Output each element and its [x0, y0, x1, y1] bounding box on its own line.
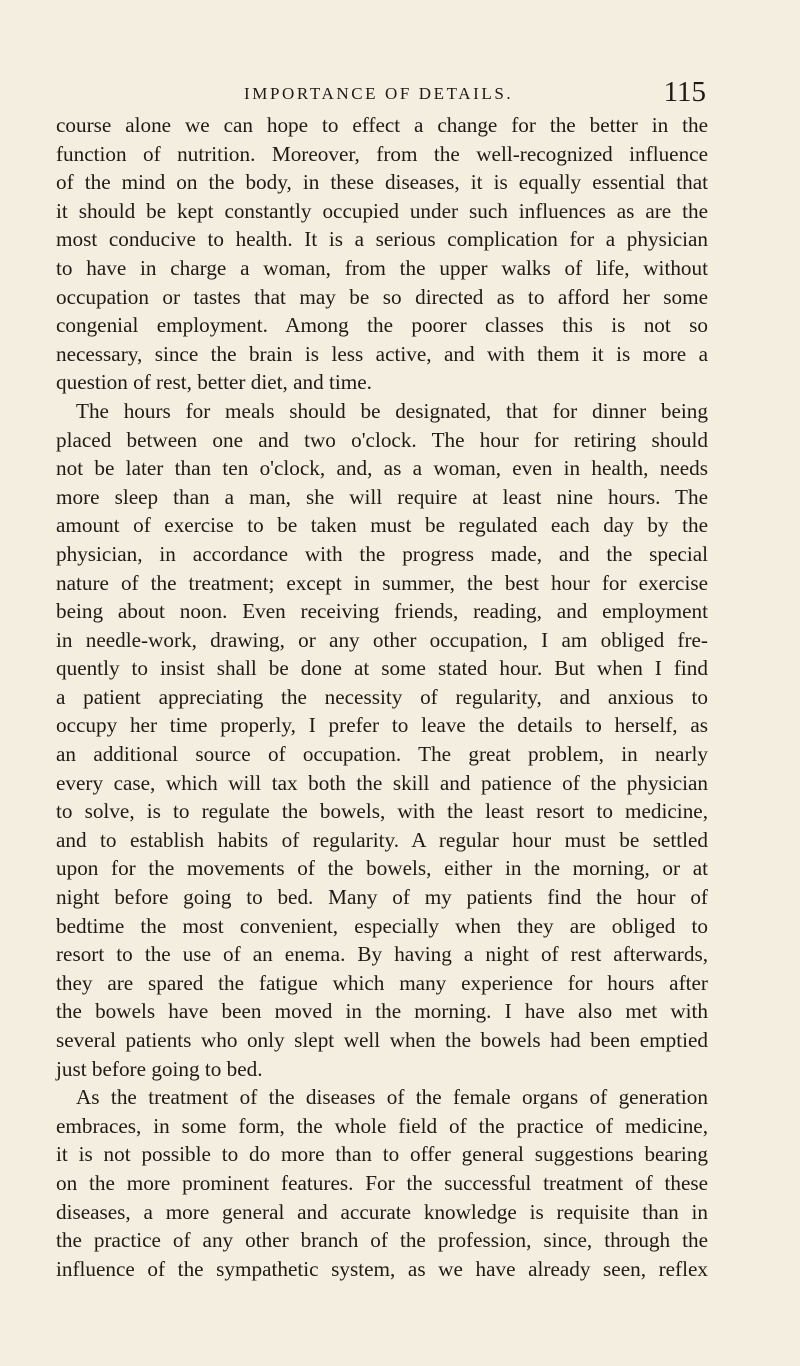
text-line: embraces, in some form, the whole field of the practice of medicine, — [56, 1113, 708, 1138]
text-line: occupy her time properly, I prefer to leave the details to herself, as — [56, 713, 708, 738]
text-line: course alone we can hope to effect a change for the better in the — [56, 113, 708, 137]
text-line: a patient appreciating the necessity of regularity, and anxious to — [56, 684, 708, 709]
text-line: physician, in accordance with the progress made, and the special — [56, 541, 708, 566]
text-line: to have in charge a woman, from the upper walks of life, without — [56, 255, 708, 280]
paragraph — [56, 397, 708, 1083]
text-line: necessary, since the brain is less active, and with them it is more a — [56, 341, 708, 366]
text-line: it should be kept constantly occupied under such influences as are the — [56, 198, 708, 223]
text-line: bedtime the most convenient, especially when they are obliged to — [56, 913, 708, 938]
text-line: they are spared the fatigue which many experience for hours after — [56, 970, 708, 995]
text-line: upon for the movements of the bowels, either in the morning, or at — [56, 856, 708, 881]
text-line: congenial employment. Among the poorer classes this is not so — [56, 313, 708, 338]
text-line: occupation or tastes that may be so directed as to afford her some — [56, 284, 708, 309]
text-line: several patients who only slept well when the bowels had been emptied — [56, 1028, 708, 1052]
text-line: not be later than ten o'clock, and, as a woman, even in health, needs — [56, 456, 708, 481]
text-line: quently to insist shall be done at some stated hour. But when I find — [56, 656, 708, 681]
running-head — [60, 78, 708, 110]
text-line: function of nutrition. Moreover, from the well-recognized influence — [56, 141, 708, 166]
text-line: diseases, a more general and accurate knowledge is requisite than in — [56, 1199, 708, 1224]
text-line: As the treatment of the diseases of the female organs of generation — [76, 1085, 708, 1110]
text-line: the bowels have been moved in the morning. I have also met with — [56, 999, 708, 1024]
text-line: influence of the sympathetic system, as we have already seen, reflex — [56, 1256, 708, 1281]
text-line: and to establish habits of regularity. A regular hour must be settled — [56, 827, 708, 852]
text-line: of the mind on the body, in these diseases, it is equally essential that — [56, 170, 708, 195]
text-line: amount of exercise to be taken must be regulated each day by the — [56, 513, 708, 538]
text-line: being about noon. Even receiving friends, reading, and employment — [56, 599, 708, 624]
text-line: in needle-work, drawing, or any other occupation, I am obliged fre- — [56, 627, 708, 652]
text-line: every case, which will tax both the skill and patience of the physician — [56, 770, 708, 795]
text-line: night before going to bed. Many of my patients find the hour of — [56, 885, 708, 910]
text-line: to solve, is to regulate the bowels, with the least resort to medicine, — [56, 799, 708, 824]
paragraph — [56, 111, 708, 397]
text-line: an additional source of occupation. The great problem, in nearly — [56, 742, 708, 767]
paragraph — [56, 1083, 708, 1283]
text-line: resort to the use of an enema. By having a night of rest afterwards, — [56, 942, 708, 967]
text-line: placed between one and two o'clock. The hour for retiring should — [56, 427, 708, 452]
text-line: most conducive to health. It is a serious complication for a physician — [56, 227, 708, 252]
text-line: The hours for meals should be designated, that for dinner being — [76, 398, 708, 423]
text-line: more sleep than a man, she will require at least nine hours. The — [56, 484, 708, 509]
text-line: on the more prominent features. For the successful treatment of these — [56, 1170, 708, 1195]
body-text — [56, 111, 708, 1283]
running-title: IMPORTANCE OF DETAILS. — [244, 84, 514, 103]
text-line: question of rest, better diet, and time. — [56, 370, 372, 395]
text-line: the practice of any other branch of the profession, since, through the — [56, 1228, 708, 1253]
text-line: it is not possible to do more than to offer general suggestions bearing — [56, 1142, 708, 1167]
text-line: nature of the treatment; except in summer, the best hour for exercise — [56, 570, 708, 595]
page-number: 115 — [663, 76, 706, 108]
text-line: just before going to bed. — [56, 1056, 263, 1081]
